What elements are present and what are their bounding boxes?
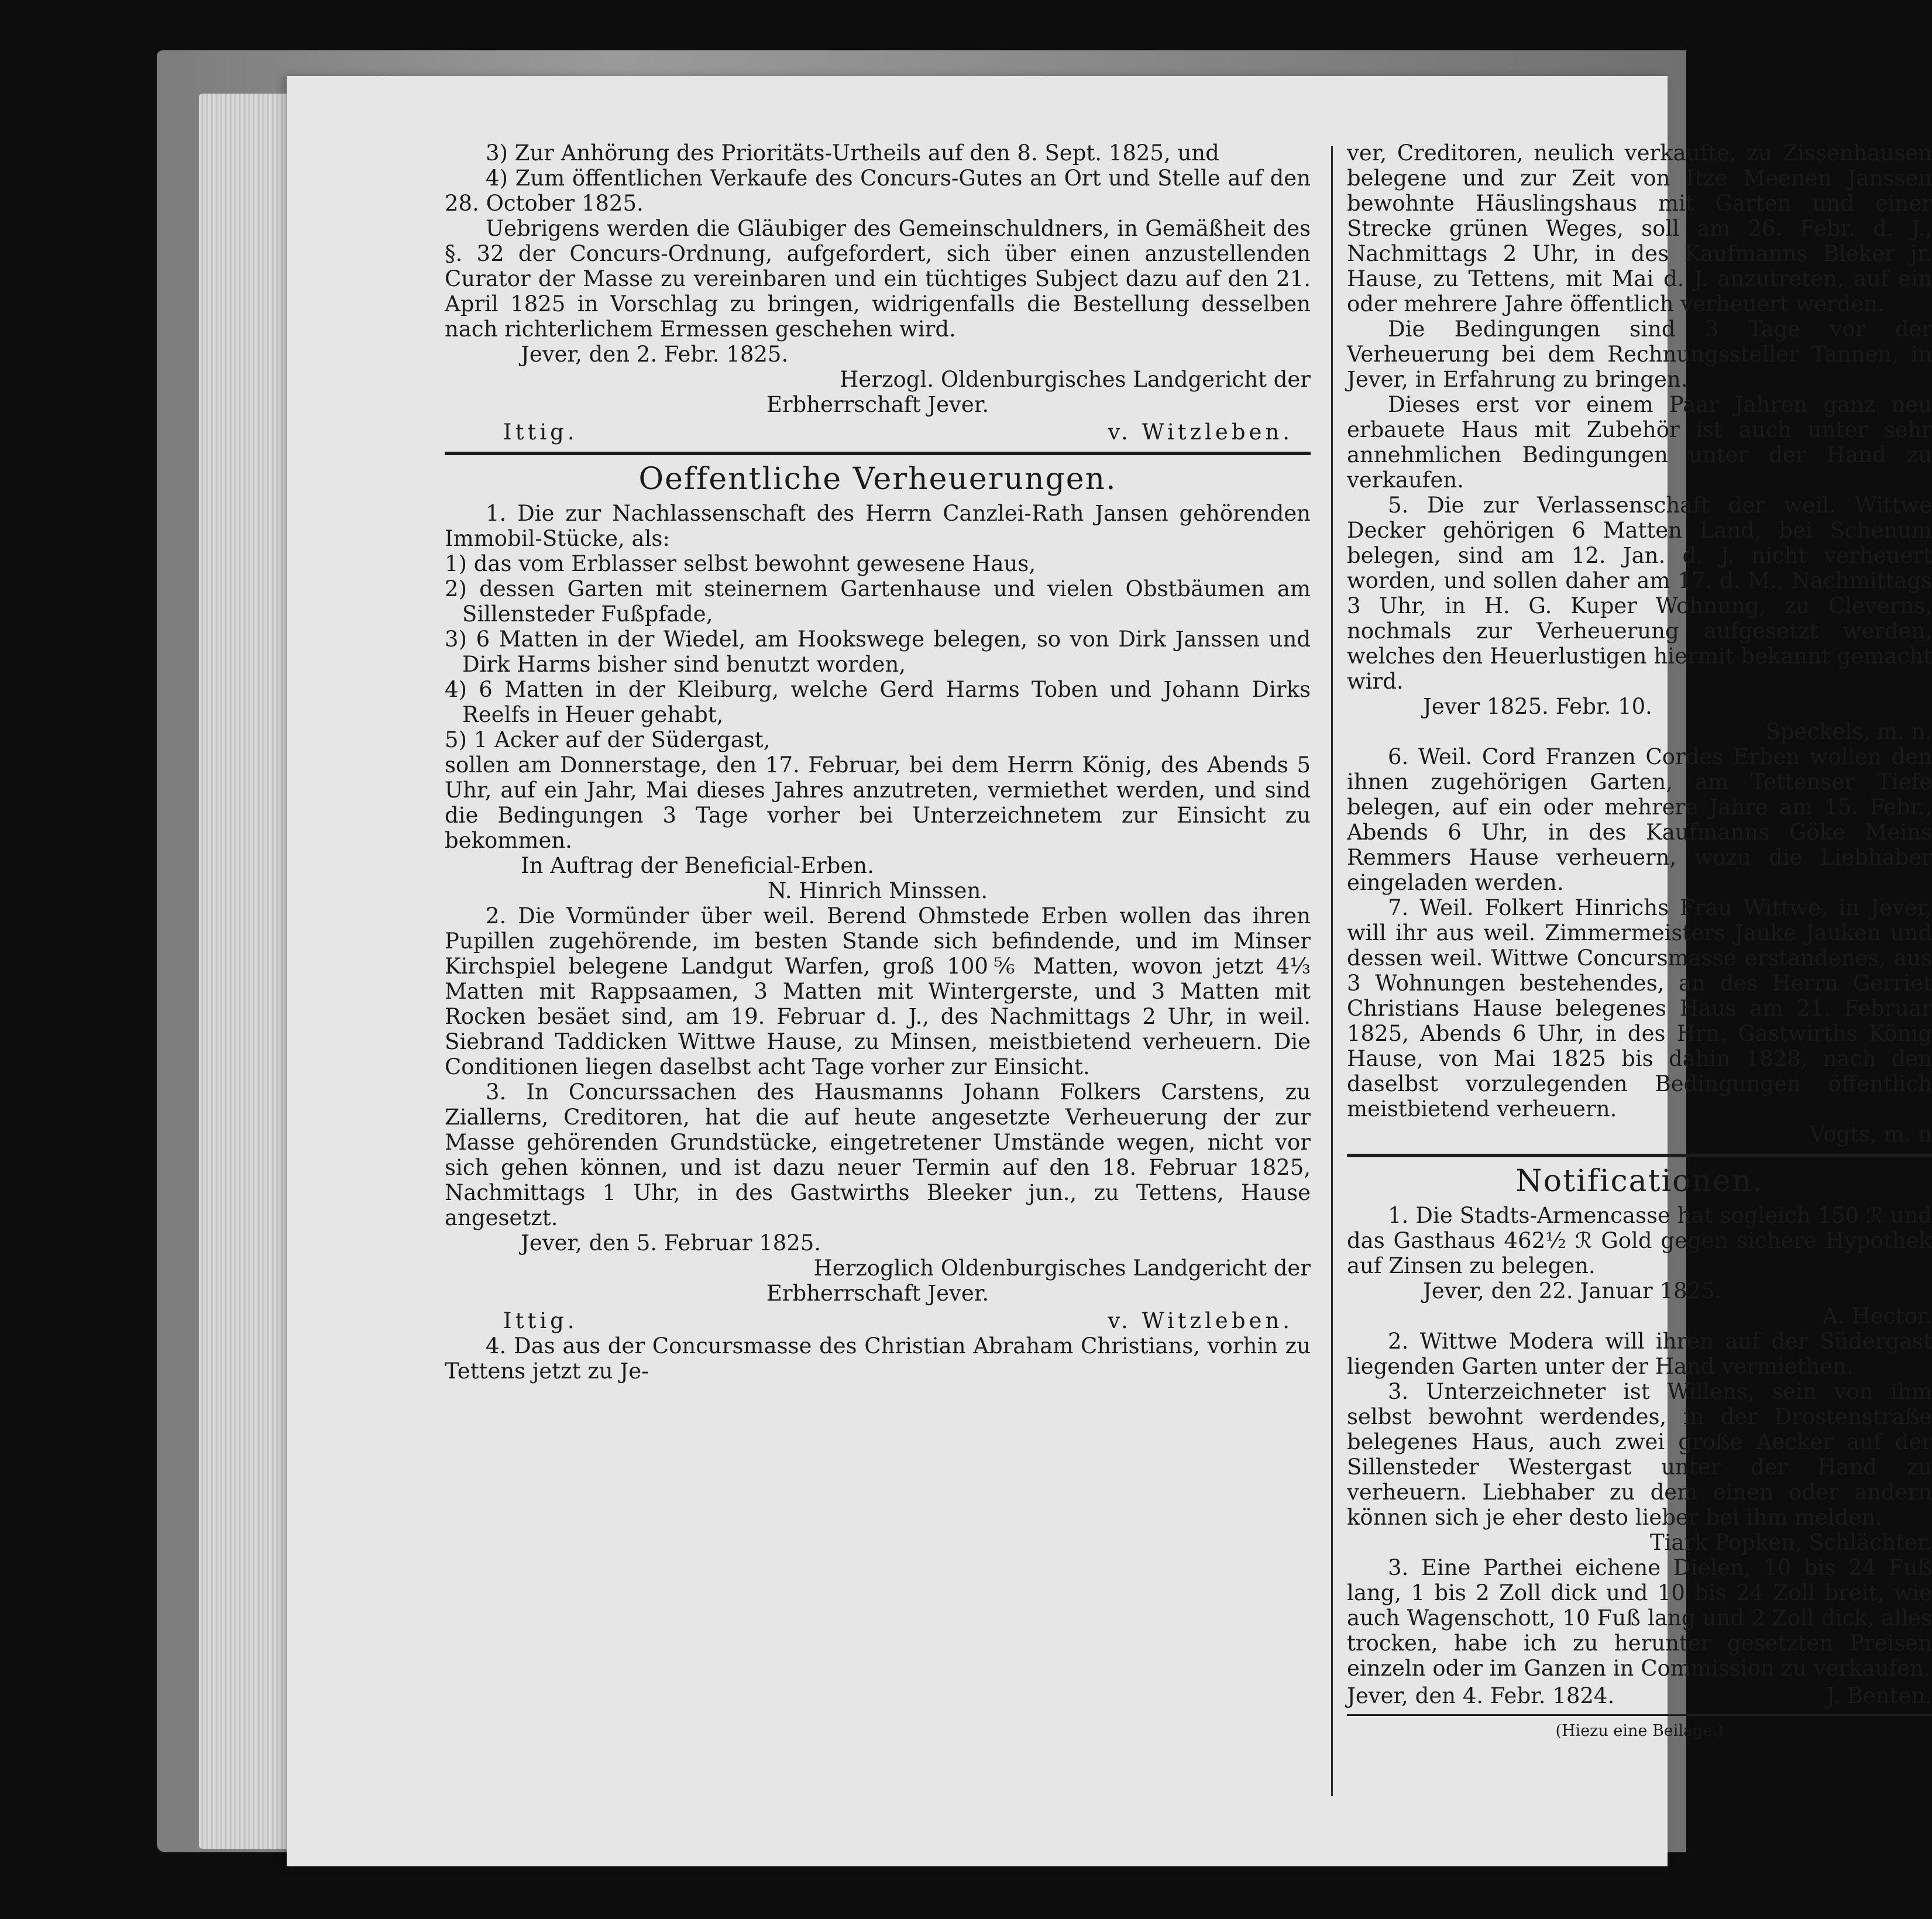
notice-4: 4. Das aus der Concursmasse des Christian Abraham Christians, vorhin zu Tettens jetzt zu Je-	[445, 1333, 1311, 1384]
court-name: Herzogl. Oldenburgisches Landgericht der	[840, 367, 1311, 392]
court-name-line2: Erbherrschaft Jever.	[766, 392, 989, 417]
notice-5: 5. Die zur Verlassenschaft der weil. Wittwe Decker gehörigen 6 Matten Land, bei Schenum belegen, sind am 12. Jan. d. J. nicht verheuert worden, und sollen daher am 17. d. M., Nachmittags 3 Uhr, in H. G. Kuper Wohnung, zu Cleverns, nochmals zur Verheuerung aufgesetzt werden, welches den Heuerlustigen hiermit bekannt gemacht wird.	[1347, 493, 1932, 694]
signature-row	[445, 419, 1311, 445]
notification-4-footer	[1347, 1683, 1932, 1708]
creditor-notice: Uebrigens werden die Gläubiger des Gemeinschuldners, in Gemäßheit des §. 32 der Concurs-Ordnung, aufgefordert, sich über einen anzustellenden Curator der Masse zu vereinbaren und ein tüchtiges Subject dazu auf den 21. April 1825 in Vorschlag zu bringen, widrigenfalls die Bestellung desselben nach richterlichem Ermessen geschehen wird.	[445, 216, 1311, 342]
notice-3-date: Jever, den 5. Februar 1825.	[521, 1230, 821, 1256]
notice-2: 2. Die Vormünder über weil. Berend Ohmstede Erben wollen das ihren Pupillen zugehörende, im besten Stande sich befindende, und im Minser Kirchspiel belegene Landgut Warfen, groß 100⅚ Matten, wovon jetzt 4⅓ Matten mit Rappsaamen, 3 Matten mit Wintergerste, und 3 Matten mit Rocken besäet sind, am 19. Februar d. J., des Nachmittags 2 Uhr, in weil. Siebrand Taddicken Wittwe Hause, zu Minsen, meistbietend verheuern. Die Conditionen liegen daselbst acht Tage vorher zur Einsicht.	[445, 903, 1311, 1079]
notice-3-court: Herzoglich Oldenburgisches Landgericht der	[813, 1256, 1311, 1281]
section-rule	[1347, 1154, 1932, 1157]
notification-4-signature: J. Benten.	[1826, 1683, 1932, 1708]
notice-7: 7. Weil. Folkert Hinrichs Frau Wittwe, in Jever, will ihr aus weil. Zimmermeisters Jauke Jauken und dessen weil. Wittwe Concursmasse erstandenes, aus 3 Wohnungen bestehendes, an des Herrn Gerriet Christians Hause belegenes Haus am 21. Februar 1825, Abends 6 Uhr, in des Hrn. Gastwirths König Hause, von Mai 1825 bis dahin 1828, nach den daselbst vorzulegenden Bedingungen öffentlich meistbietend verheuern.	[1347, 895, 1932, 1122]
notice-1-item: 4) 6 Matten in der Kleiburg, welche Gerd Harms Toben und Johann Dirks Reelfs in Heuer gehabt,	[445, 677, 1311, 727]
place-date: Jever, den 2. Febr. 1825.	[521, 342, 789, 367]
notice-5-signature: Speckels, m. n.	[1765, 719, 1932, 744]
column-divider	[1331, 146, 1333, 1796]
notification-3-signature: Tiark Popken, Schlächter.	[1650, 1530, 1932, 1555]
signature-row	[445, 1308, 1311, 1333]
signature-witzleben: v. Witzleben.	[1108, 419, 1293, 445]
notification-4: 3. Eine Parthei eichene Dielen, 10 bis 24 Fuß lang, 1 bis 2 Zoll dick und 10 bis 24 Zoll breit, wie auch Wagenschott, 10 Fuß lang und 2 Zoll dick, alles trocken, habe ich zu herunter gesetzten Preisen einzeln oder im Ganzen in Commission zu verkaufen.	[1347, 1555, 1932, 1681]
notification-1: 1. Die Stadts-Armencasse hat sogleich 150 ℛ und das Gasthaus 462½ ℛ Gold gegen sichere Hypothek auf Zinsen zu belegen.	[1347, 1203, 1932, 1278]
item-4: 4) Zum öffentlichen Verkaufe des Concurs-Gutes an Ort und Stelle auf den 28. October 1825.	[445, 166, 1311, 216]
signature-witzleben: v. Witzleben.	[1108, 1308, 1293, 1333]
notice-1-item: 3) 6 Matten in der Wiedel, am Hookswege belegen, so von Dirk Janssen und Dirk Harms bisher sind benutzt worden,	[445, 627, 1311, 677]
notice-3-court-line2: Erbherrschaft Jever.	[766, 1281, 989, 1306]
section-heading: Oeffentliche Verheuerungen.	[638, 462, 1117, 497]
section-rule	[445, 452, 1311, 455]
signature-ittig: Ittig.	[503, 1308, 578, 1333]
notice-1-item: 2) dessen Garten mit steinernem Gartenhause und vielen Obstbäumen am Sillensteder Fußpfade,	[445, 576, 1311, 627]
notice-4-continued: ver, Creditoren, neulich verkaufte, zu Zissenhausen belegene und zur Zeit von Itze Meenen Janssen bewohnte Häuslingshaus mit Garten und einer Strecke grünen Weges, soll am 26. Febr. d. J., Nachmittags 2 Uhr, in des Kaufmanns Bleker jr. Hause, zu Tettens, mit Mai d. J. anzutreten, auf ein oder mehrere Jahre öffentlich verheuert werden.	[1347, 140, 1932, 317]
notification-1-date: Jever, den 22. Januar 1825.	[1423, 1278, 1722, 1304]
notice-1-intro: 1. Die zur Nachlassenschaft des Herrn Canzlei-Rath Jansen gehörenden Immobil-Stücke, als:	[445, 501, 1311, 551]
notification-2: 2. Wittwe Modera will ihren auf der Südergast liegenden Garten unter der Hand vermiethen.	[1347, 1329, 1932, 1379]
notice-1-signature: N. Hinrich Minssen.	[767, 878, 988, 903]
signature-ittig: Ittig.	[503, 419, 578, 445]
notification-3: 3. Unterzeichneter ist Willens, sein von ihm selbst bewohnt werdendes, in der Drostenstraße belegenes Haus, auch zwei große Aecker auf der Sillensteder Westergast unter der Hand zu verheuern. Liebhaber zu dem einen oder andern können sich je eher desto lieber bei ihm melden.	[1347, 1379, 1932, 1530]
notice-3: 3. In Concurssachen des Hausmanns Johann Folkers Carstens, zu Ziallerns, Creditoren, hat die auf heute angesetzte Verheuerung der zur Masse gehörenden Grundstücke, eingetretener Umstände wegen, nicht vor sich gehen können, und ist dazu neuer Termin auf den 18. Februar 1825, Nachmittags 1 Uhr, in des Gastwirths Bleeker jun., zu Tettens, Hause angesetzt.	[445, 1079, 1311, 1230]
notice-1-body: sollen am Donnerstage, den 17. Februar, bei dem Herrn König, des Abends 5 Uhr, auf ein Jahr, Mai dieses Jahres anzutreten, vermiethet werden, und sind die Bedingungen 3 Tage vorher bei Unterzeichnetem zur Einsicht zu bekommen.	[445, 752, 1311, 853]
notification-1-signature: A. Hector.	[1822, 1304, 1932, 1329]
notice-1-item: 5) 1 Acker auf der Südergast,	[445, 727, 771, 752]
item-3: 3) Zur Anhörung des Prioritäts-Urtheils auf den 8. Sept. 1825, und	[486, 140, 1219, 166]
closing-rule	[1347, 1714, 1932, 1716]
newspaper-page	[287, 76, 1932, 1866]
notification-4-date: Jever, den 4. Febr. 1824.	[1347, 1683, 1615, 1708]
section-heading: Notificationen.	[1515, 1164, 1763, 1199]
notice-1-item: 1) das vom Erblasser selbst bewohnt gewesene Haus,	[445, 551, 1036, 576]
notice-7-signature: Vogts, m. n	[1809, 1122, 1932, 1147]
right-column	[1347, 140, 1932, 1742]
notice-5-date: Jever 1825. Febr. 10.	[1423, 694, 1652, 719]
notice-1-auftrag: In Auftrag der Beneficial-Erben.	[521, 853, 874, 878]
notice-6: 6. Weil. Cord Franzen Cordes Erben wollen den ihnen zugehörigen Garten, am Tettenser Tiefe belegen, auf ein oder mehrere Jahre am 15. Febr., Abends 6 Uhr, in des Kaufmanns Göke Meins Remmers Hause verheuern, wozu die Liebhaber eingeladen werden.	[1347, 744, 1932, 895]
notice-4-house: Dieses erst vor einem Paar Jahren ganz neu erbauete Haus mit Zubehör ist auch unter sehr annehmlichen Bedingungen unter der Hand zu verkaufen.	[1347, 392, 1932, 493]
supplement-note: (Hiezu eine Beilage.)	[1555, 1722, 1724, 1740]
notice-4-conditions: Die Bedingungen sind 3 Tage vor der Verheuerung bei dem Rechnungssteller Tannen, in Jever, in Erfahrung zu bringen.	[1347, 317, 1932, 392]
left-column	[445, 140, 1311, 1384]
